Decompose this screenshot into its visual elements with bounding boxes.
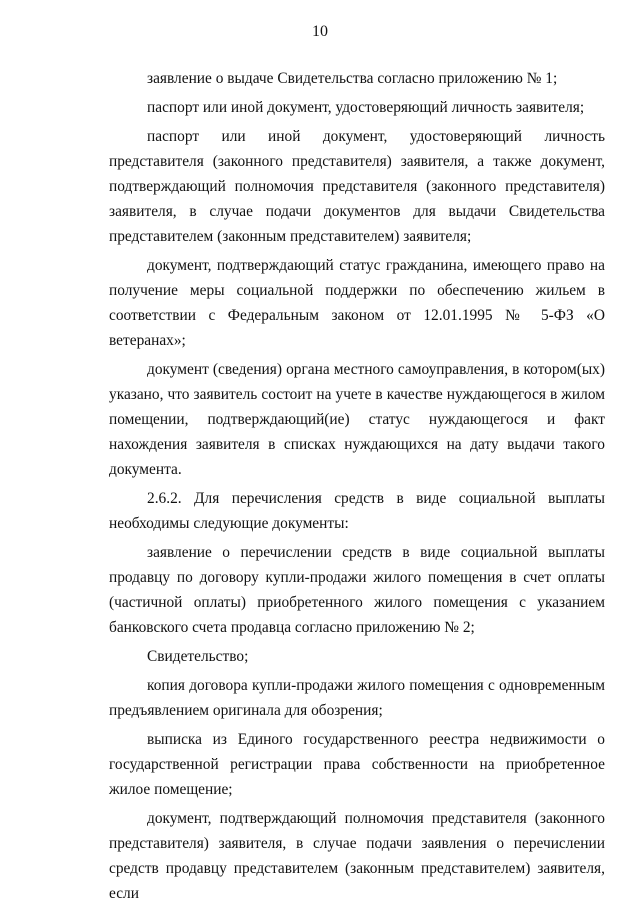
paragraph-applicant-passport: паспорт или иной документ, удостоверяющий личность заявителя; [147, 99, 585, 116]
paragraph-certificate: Свидетельство; [147, 648, 249, 665]
paragraph-citizen-status-document: документ, подтверждающий статус гражданина, имеющего право на получение меры социальной поддержки по обеспечению жильем в соответствии с Федеральным законом от 12.01.1995 № 5-ФЗ «О ветеранах»; [109, 257, 605, 349]
paragraph-registry-extract: выписка из Единого государственного реестра недвижимости о государственной регистрации права собственности на приобретенное жилое помещение; [109, 731, 605, 798]
paragraph-representative-passport: паспорт или иной документ, удостоверяющий личность представителя (законного представителя) заявителя, а также документ, подтверждающий полномочия представителя (законного представителя) заявителя, в случае подачи документов для выдачи Свидетельства представителем (законным представителем) заявителя; [109, 128, 605, 245]
document-body [109, 66, 605, 906]
paragraph-section-2-6-2: 2.6.2. Для перечисления средств в виде социальной выплаты необходимы следующие документы: [109, 490, 605, 532]
paragraph-application-certificate: заявление о выдаче Свидетельства согласно приложению № 1; [147, 70, 558, 87]
paragraph-representative-authority: документ, подтверждающий полномочия представителя (законного представителя) заявителя, в случае подачи заявления о перечислении средств продавцу представителем (законным представителем) заявителя, если [109, 810, 605, 902]
paragraph-transfer-application: заявление о перечислении средств в виде социальной выплаты продавцу по договору купли-продажи жилого помещения в счет оплаты (частичной оплаты) приобретенного жилого помещения с указанием банковского счета продавца согласно приложению № 2; [109, 544, 605, 636]
page-number: 10 [312, 23, 328, 40]
paragraph-local-authority-document: документ (сведения) органа местного самоуправления, в котором(ых) указано, что заявитель состоит на учете в качестве нуждающегося в жилом помещении, подтверждающий(ие) статус нуждающегося и факт нахождения заявителя в списках нуждающихся на дату выдачи такого документа. [109, 361, 605, 478]
paragraph-sale-contract-copy: копия договора купли-продажи жилого помещения с одновременным предъявлением оригинала для обозрения; [109, 677, 605, 719]
